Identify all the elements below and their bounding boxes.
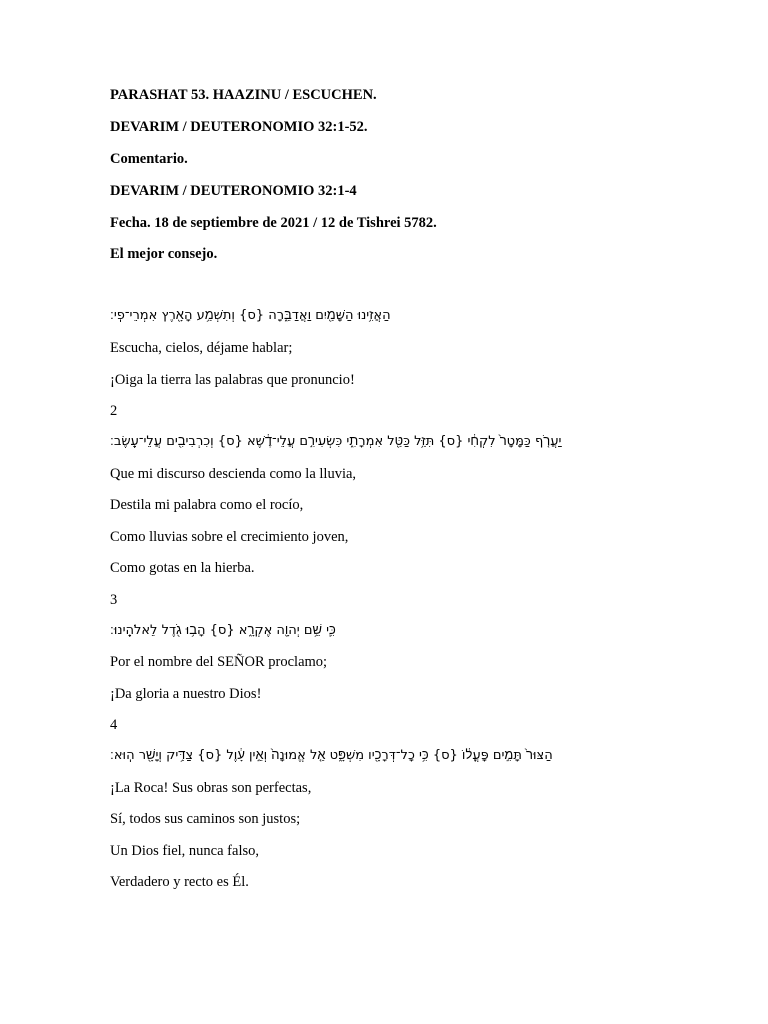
date-heading: Fecha. 18 de septiembre de 2021 / 12 de Tishrei 5782. [110,215,437,231]
verse-4-hebrew: הַצּוּר֙ תָּמִ֣ים פָּעֳל֔וֹ {ס} כִּ֥י כָל־דְּרָכָ֖יו מִשְׁפָּ֑ט אֵ֤ל אֱמוּנָה֙ וְאֵ֣ין עָ֔וֶל {ס} צַדִּ֥יק וְיָשָׁ֖ר הֽוּא׃ [110,748,553,763]
verse-2-line-3: Como lluvias sobre el crecimiento joven, [110,529,349,545]
verse-2-line-1: Que mi discurso descienda como la lluvia, [110,466,357,482]
verse-1-hebrew: הַאֲזִ֥ינוּ הַשָּׁמַ֖יִם וַאֲדַבֵּ֑רָה {ס} וְתִשְׁמַ֥ע הָאָ֖רֶץ אִמְרֵי־פִֽי׃ [110,308,391,323]
verse-3-line-1: Por el nombre del SEÑOR proclamo; [110,654,328,670]
commentary-heading: Comentario. [110,151,188,167]
section-title: El mejor consejo. [110,246,218,262]
reference-heading: DEVARIM / DEUTERONOMIO 32:1-52. [110,119,368,135]
verse-4-line-1: ¡La Roca! Sus obras son perfectas, [110,780,312,796]
verse-3-line-2: ¡Da gloria a nuestro Dios! [110,686,262,702]
verse-4-line-2: Sí, todos sus caminos son justos; [110,811,301,827]
verse-4-line-3: Un Dios fiel, nunca falso, [110,843,259,859]
verse-4-line-4: Verdadero y recto es Él. [110,874,249,890]
parashat-title: PARASHAT 53. HAAZINU / ESCUCHEN. [110,87,377,103]
verse-3-number: 3 [110,592,118,608]
verse-1-line-1: Escucha, cielos, déjame hablar; [110,340,293,356]
verse-1-line-2: ¡Oiga la tierra las palabras que pronuncio! [110,372,355,388]
verse-2-line-2: Destila mi palabra como el rocío, [110,497,304,513]
verse-3-hebrew: כִּ֛י שֵׁ֥ם יְהוָ֖ה אֶקְרָ֑א {ס} הָב֥וּ גֹ֖דֶל לֵאלֹהֵֽינוּ׃ [110,623,336,638]
section-reference-heading: DEVARIM / DEUTERONOMIO 32:1-4 [110,183,357,199]
verse-2-number: 2 [110,403,118,419]
verse-2-line-4: Como gotas en la hierba. [110,560,255,576]
verse-4-number: 4 [110,717,118,733]
verse-2-hebrew: יַעֲרֹ֤ף כַּמָּטָר֙ לִקְחִ֔י {ס} תִּזַּ֥ל כַּטַּ֖ל אִמְרָתִ֑י כִּשְׂעִירִ֣ם עֲלֵי־דֶ֔שֶׁא {ס} וְכִרְבִיבִ֖ים עֲלֵי־עֵֽשֶׂב׃ [110,434,562,449]
